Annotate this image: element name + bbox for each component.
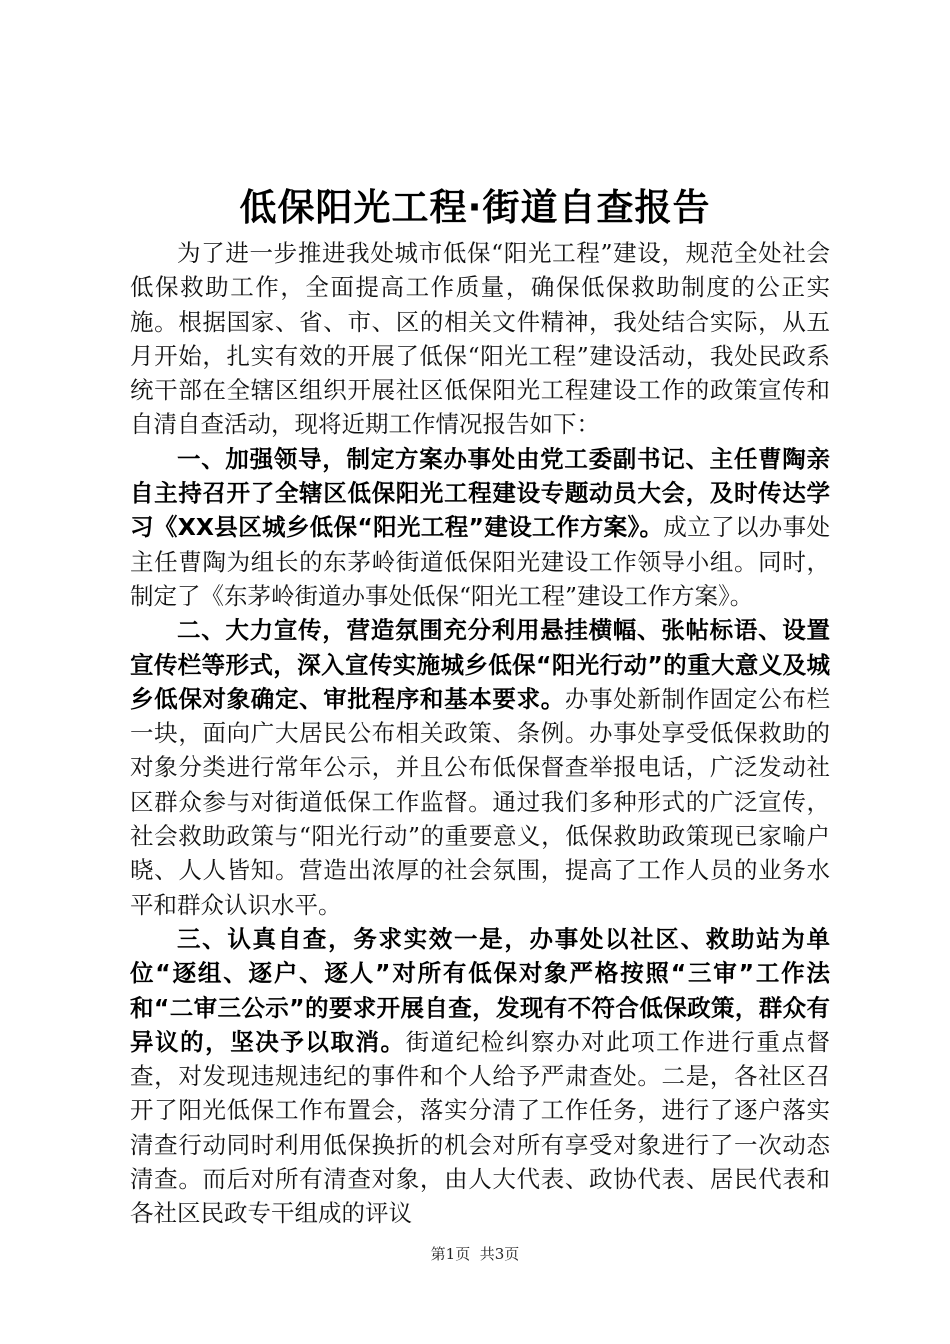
section-heading: 二、大力宣传，营造氛围充分利用悬挂横幅、张帖标语、设置宣传栏等形式，深入宣传实施城乡低保“阳光行动”的重大意义及城乡低保对象确定、审批程序和基本要求。 <box>130 616 830 713</box>
section-paragraph <box>130 442 830 613</box>
page-number: 第1页 <box>430 1245 471 1263</box>
document-title: 低保阳光工程·街道自查报告 <box>239 186 711 229</box>
section-paragraph <box>130 613 830 922</box>
section-body: 成立了以办事处主任曹陶为组长的东茅岭街道低保阳光建设工作领导小组。同时，制定了《东茅岭街道办事处低保“阳光工程”建设工作方案》。 <box>130 513 830 610</box>
page-footer <box>0 1243 950 1265</box>
section-paragraph <box>130 922 830 1231</box>
page-total: 共3页 <box>479 1245 520 1263</box>
document-body <box>130 236 830 1231</box>
section-heading: 一、加强领导，制定方案办事处由党工委副书记、主任曹陶亲自主持召开了全辖区低保阳光工程建设专题动员大会，及时传达学习《XX县区城乡低保“阳光工程”建设工作方案》。 <box>130 444 830 542</box>
section-heading: 三、认真自查，务求实效一是，办事处以社区、救助站为单位“逐组、逐户、逐人”对所有低保对象严格按照“三审”工作法和“二审三公示”的要求开展自查，发现有不符合低保政策，群众有异议的，坚决予以取消。 <box>130 924 830 1056</box>
intro-paragraph: 为了进一步推进我处城市低保“阳光工程”建设，规范全处社会低保救助工作，全面提高工作质量，确保低保救助制度的公正实施。根据国家、省、市、区的相关文件精神，我处结合实际，从五月开始，扎实有效的开展了低保“阳光工程”建设活动，我处民政系统干部在全辖区组织开展社区低保阳光工程建设工作的政策宣传和自清自查活动，现将近期工作情况报告如下： <box>130 239 830 439</box>
section-body: 办事处新制作固定公布栏一块，面向广大居民公布相关政策、条例。办事处享受低保救助的对象分类进行常年公示，并且公布低保督查举报电话，广泛发动社区群众参与对街道低保工作监督。通过我们多种形式的广泛宣传，社会救助政策与“阳光行动”的重要意义，低保救助政策现已家喻户晓、人人皆知。营造出浓厚的社会氛围，提高了工作人员的业务水平和群众认识水平。 <box>130 684 831 919</box>
section-body: 街道纪检纠察办对此项工作进行重点督查，对发现违规违纪的事件和个人给予严肃查处。二是，各社区召开了阳光低保工作布置会，落实分清了工作任务，进行了逐户落实清查行动同时利用低保换折的机会对所有享受对象进行了一次动态清查。而后对所有清查对象，由人大代表、政协代表、居民代表和各社区民政专干组成的评议 <box>130 1027 831 1228</box>
